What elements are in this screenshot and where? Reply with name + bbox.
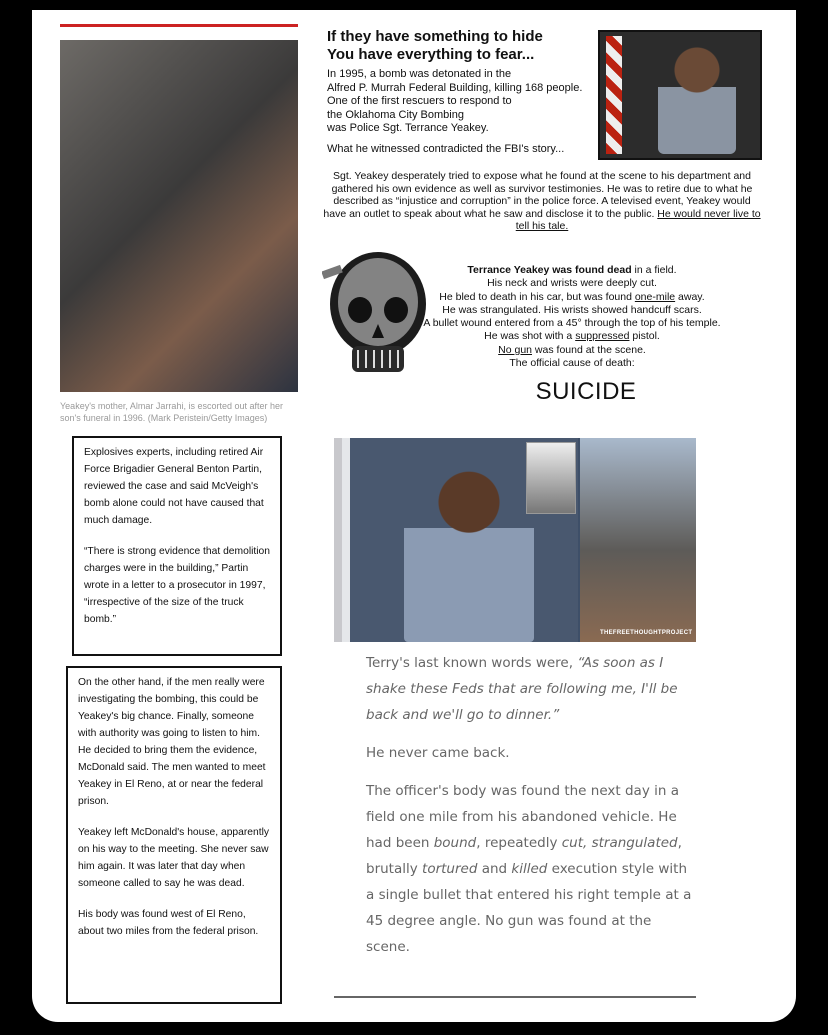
officer-figure-large <box>404 458 534 642</box>
death-line-7 <box>422 344 722 357</box>
death-line-3 <box>422 291 722 304</box>
quote-emphasis: cut, strangulated <box>561 835 678 851</box>
box1-paragraph-2: “There is strong evidence that demolition charges were in the building,” Partin wrote in a letter to a prosecutor in 1997, “irrespective of the size of the truck bomb.” <box>84 546 271 625</box>
story-paragraph <box>322 170 762 233</box>
officer-portrait-photo <box>598 30 762 160</box>
death-headline-tail: in a field. <box>631 264 677 276</box>
quote-paragraph-3 <box>366 778 696 960</box>
death-line-4: He was strangulated. His wrists showed handcuff scars. <box>442 303 702 316</box>
watermark-text: THEFREETHOUGHTPROJECT <box>600 630 693 636</box>
box2-paragraph-2: Yeakey left McDonald's house, apparently on his way to the meeting. She never saw him again. It was later that day when someone called to say he was dead. <box>78 827 270 889</box>
last-words-text <box>366 650 696 960</box>
quote-text: execution style with a single bullet that entered his right temple at a 45 degree angle. No gun was found at the scene. <box>366 861 692 955</box>
death-line-8: The official cause of death: <box>509 357 635 370</box>
intro-line: In 1995, a bomb was detonated in the <box>327 68 512 80</box>
fbi-line: What he witnessed contradicted the FBI's story... <box>327 143 565 155</box>
headline-line-1: If they have something to hide <box>327 28 543 45</box>
death-line-3-underline: one-mile <box>634 290 676 303</box>
quote-emphasis: tortured <box>422 861 478 877</box>
death-line-1 <box>422 264 722 277</box>
death-line-2: His neck and wrists were deeply cut. <box>487 277 657 290</box>
intro-line: was Police Sgt. Terrance Yeakey. <box>327 122 489 134</box>
officer-figure <box>658 42 736 154</box>
quote-emphasis: bound <box>433 835 477 851</box>
death-line-6 <box>422 330 722 343</box>
investigation-box <box>66 666 282 1004</box>
quote-emphasis: killed <box>511 861 548 877</box>
quote-text: and <box>477 861 512 877</box>
headline-line-2: You have everything to fear... <box>327 46 535 63</box>
death-facts <box>422 264 722 370</box>
headline <box>327 28 597 64</box>
quote-intro: Terry's last known words were, <box>366 655 578 671</box>
explosives-experts-box <box>72 436 282 656</box>
intro-line: the Oklahoma City Bombing <box>327 108 464 121</box>
rescue-scene-photo <box>580 438 696 642</box>
box2-paragraph-3: His body was found west of El Reno, about two miles from the federal prison. <box>78 909 259 937</box>
skull-xray-image <box>322 246 432 384</box>
death-line-6-underline: suppressed <box>575 330 630 343</box>
bottom-divider <box>334 996 696 998</box>
quote-words: “As soon as I shake these Feds that are following me, I'll be back and we'll go to dinner.” <box>366 655 678 723</box>
family-thumbnail-photo <box>526 442 576 514</box>
death-line-7-underline: No gun <box>498 343 533 356</box>
flag-stripes <box>606 36 622 154</box>
photo-caption: Yeakey's mother, Almar Jarrahi, is escorted out after her son's funeral in 1996. (Mark Peristein/Getty Images) <box>60 401 283 423</box>
quote-paragraph-2: He never came back. <box>366 745 510 761</box>
quote-text: , brutally <box>366 835 682 877</box>
death-line-3-a: He bled to death in his car, but was found <box>439 290 635 303</box>
red-accent-line <box>60 24 298 27</box>
death-line-6-a: He was shot with a <box>484 330 576 343</box>
intro-line: Alfred P. Murrah Federal Building, killing 168 people. <box>327 81 583 94</box>
death-line-5: A bullet wound entered from a 45° through the top of his temple. <box>423 317 721 330</box>
funeral-photo <box>60 40 298 392</box>
story-underlined: He would never live to tell his tale. <box>515 207 761 232</box>
intro-text <box>327 68 607 136</box>
box1-paragraph-1: Explosives experts, including retired Air Force Brigadier General Benton Partin, reviewed the case and said McVeigh's bomb alone could not have caused that much damage. <box>84 447 264 526</box>
death-line-6-b: pistol. <box>629 330 660 343</box>
officer-photo-collage <box>334 438 696 642</box>
death-headline: Terrance Yeakey was found dead <box>467 264 632 276</box>
box2-paragraph-1: On the other hand, if the men really were investigating the bombing, this could be Yeakey's big chance. Finally, someone with authority was going to listen to him. He decided to bring them the evidence, McDonald said. The men wanted to meet Yeakey in El Reno, at or near the federal prison. <box>78 677 266 807</box>
quote-text: , repeatedly <box>476 835 562 851</box>
story-text: Sgt. Yeakey desperately tried to expose what he found at the scene to his department and gathered his own evidence as well as survivor testimonies. He was to retire due to what he described as “injustice and corruption” in the police force. A televised event, Yeakey would have an outlet to speak about what he saw and disclose it to the public. <box>323 170 753 220</box>
death-line-3-b: away. <box>675 290 705 303</box>
quote-text: The officer's body was found the next day in a field one mile from his abandoned vehicle. He had been <box>366 783 679 851</box>
intro-line: One of the first rescuers to respond to <box>327 95 512 107</box>
cause-of-death-verdict: SUICIDE <box>535 378 637 405</box>
poster-page <box>32 10 796 1022</box>
death-line-7-b: was found at the scene. <box>532 343 646 356</box>
quote-paragraph-1 <box>366 650 696 728</box>
